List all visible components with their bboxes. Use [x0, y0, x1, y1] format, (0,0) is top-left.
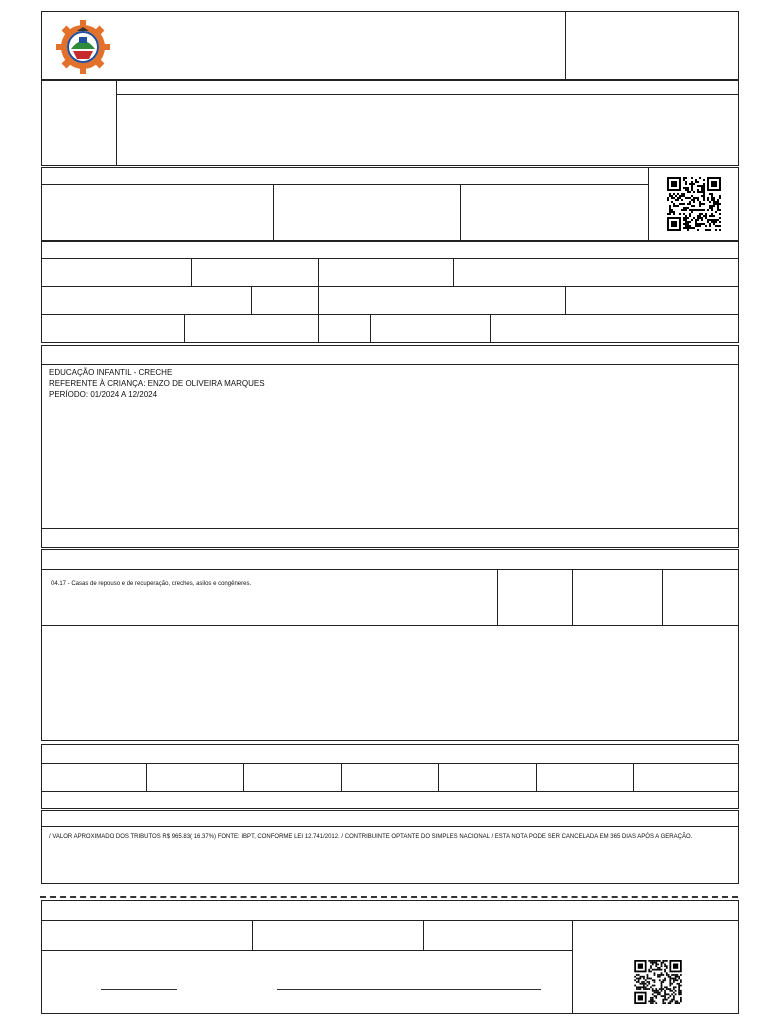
values-cell-divider: [146, 763, 147, 791]
receipt-row-line: [41, 950, 572, 951]
receipt-cell-divider: [252, 920, 253, 950]
customer-cell-divider: [318, 286, 319, 314]
customer-cell-divider: [453, 258, 454, 286]
service-code-description: 04.17 - Casas de repouso e de recuperação, creches, asilos e congêneres.: [51, 581, 252, 587]
notes-text: / VALOR APROXIMADO DOS TRIBUTOS R$ 965.83( 16.37%) FONTE: IBPT, CONFORME LEI 12.741/2012. / CONTRIBUINTE OPTANTE DO SIMPLES NACIONAL / ESTA NOTA PODE SER CANCELADA EM 365 DIAS APÓS A GERAÇÃO.: [49, 834, 693, 840]
notes-box: [41, 810, 739, 884]
provider-box: [41, 80, 739, 166]
values-cell-divider: [633, 763, 634, 791]
municipal-seal-icon: [55, 19, 111, 75]
customer-cell-divider: [318, 314, 319, 343]
description-line-1: EDUCAÇÃO INFANTIL - CRECHE: [49, 368, 173, 377]
receipt-qr-divider: [572, 920, 573, 1014]
values-cell-divider: [438, 763, 439, 791]
customer-cell-divider: [191, 258, 192, 286]
description-footer-line: [41, 528, 739, 529]
info-title-line: [41, 184, 648, 185]
service-title-line: [41, 569, 739, 570]
customer-cell-divider: [251, 286, 252, 314]
info-divider-1: [273, 184, 274, 241]
recipient-signature-line: [277, 989, 541, 990]
service-box: [41, 549, 739, 741]
customer-row-line-1: [41, 286, 739, 287]
customer-cell-divider: [490, 314, 491, 343]
customer-cell-divider: [318, 258, 319, 286]
description-line-2: REFERENTE À CRIANÇA: ENZO DE OLIVEIRA MARQUES: [49, 379, 265, 388]
receipt-cell-divider: [423, 920, 424, 950]
service-cell-divider: [572, 569, 573, 625]
provider-logo-divider: [116, 80, 117, 166]
customer-cell-divider: [565, 286, 566, 314]
date-signature-line: [101, 989, 177, 990]
description-title-line: [41, 364, 739, 365]
receipt-title-line: [41, 920, 739, 921]
info-divider-2: [460, 184, 461, 241]
cut-line: [40, 896, 738, 898]
customer-row-line-2: [41, 314, 739, 315]
service-row-line: [41, 625, 739, 626]
values-cell-divider: [341, 763, 342, 791]
service-cell-divider: [662, 569, 663, 625]
header-divider: [565, 11, 566, 80]
customer-title-line: [41, 258, 739, 259]
values-cell-divider: [536, 763, 537, 791]
qr-code-icon: [667, 177, 721, 231]
qr-code-icon: [634, 960, 682, 1004]
values-cell-divider: [243, 763, 244, 791]
notes-title-line: [41, 826, 739, 827]
customer-cell-divider: [184, 314, 185, 343]
service-cell-divider: [497, 569, 498, 625]
provider-title-line: [116, 94, 739, 95]
info-qr-divider: [648, 167, 649, 241]
description-line-3: PERÍODO: 01/2024 A 12/2024: [49, 390, 158, 399]
values-row-line: [41, 791, 739, 792]
customer-box: [41, 241, 739, 343]
customer-cell-divider: [370, 314, 371, 343]
header-box: [41, 11, 739, 80]
info-box: [41, 167, 739, 241]
